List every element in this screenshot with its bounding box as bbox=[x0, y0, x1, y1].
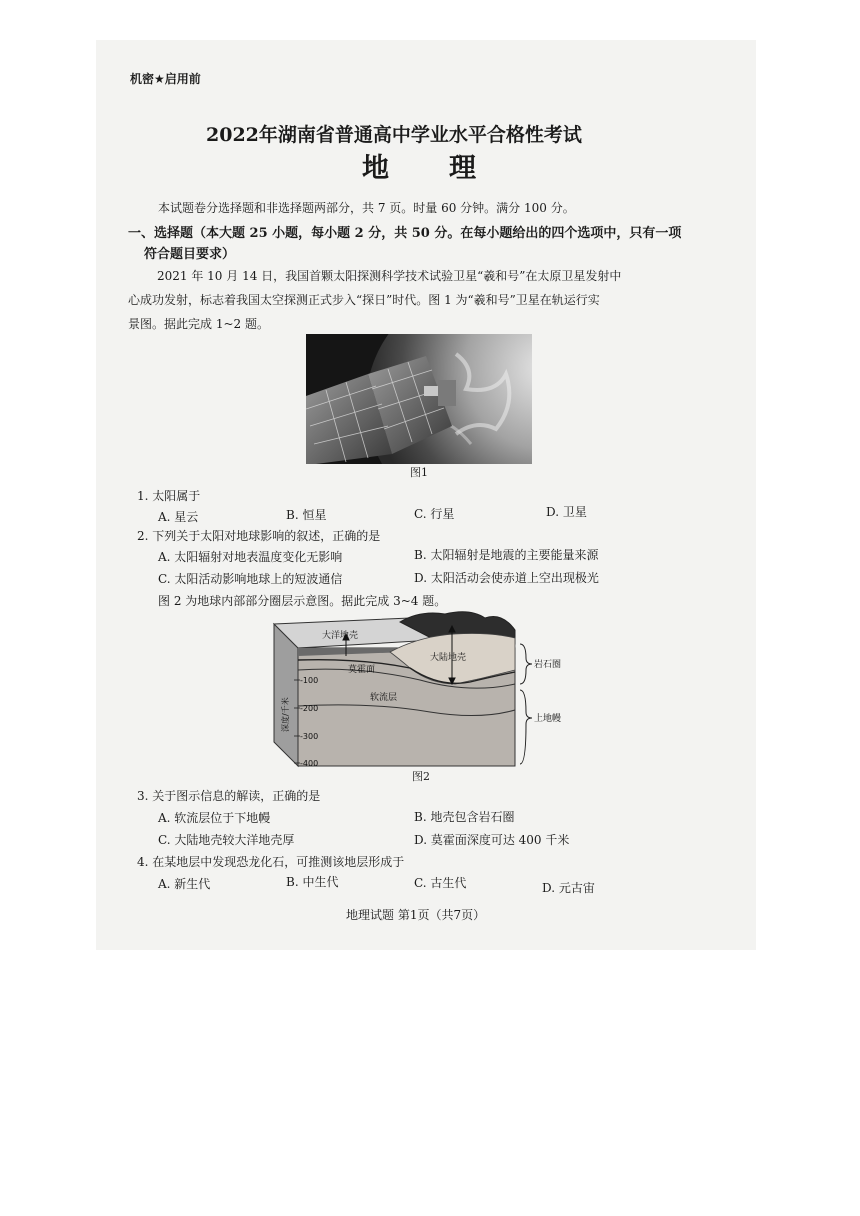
q1-option-c: C. 行星 bbox=[414, 507, 455, 521]
q1-option-d: D. 卫星 bbox=[546, 505, 587, 519]
tick-100: -100 bbox=[300, 676, 319, 685]
tick-300: -300 bbox=[300, 732, 319, 741]
q3-option-a: A. 软流层位于下地幔 bbox=[158, 811, 271, 825]
q2-stem: 2. 下列关于太阳对地球影响的叙述，正确的是 bbox=[137, 529, 381, 543]
q4-stem: 4. 在某地层中发现恐龙化石，可推测该地层形成于 bbox=[137, 855, 405, 869]
q4-option-d: D. 元古宙 bbox=[542, 881, 595, 895]
satellite-photo bbox=[306, 334, 532, 464]
label-asthenosphere: 软流层 bbox=[370, 693, 398, 703]
q2-option-d: D. 太阳活动会使赤道上空出现极光 bbox=[414, 571, 599, 585]
q1-option-a: A. 星云 bbox=[158, 510, 199, 524]
depth-axis-label: 深度/千米 bbox=[281, 697, 290, 732]
instructions: 本试题卷分选择题和非选择题两部分，共 7 页。时量 60 分钟。满分 100 分。 bbox=[158, 201, 575, 215]
q3-stem: 3. 关于图示信息的解读，正确的是 bbox=[137, 789, 321, 803]
passage1-line3: 景图。据此完成 1~2 题。 bbox=[128, 317, 269, 331]
passage1-line1: 2021 年 10 月 14 日，我国首颗太阳探测科学技术试验卫星“羲和号”在太原卫星发射中 bbox=[157, 269, 622, 283]
figure1-caption: 图1 bbox=[410, 466, 428, 479]
q2-option-b: B. 太阳辐射是地震的主要能量来源 bbox=[414, 548, 599, 562]
q3-option-c: C. 大陆地壳较大洋地壳厚 bbox=[158, 833, 295, 847]
q4-option-c: C. 古生代 bbox=[414, 876, 467, 890]
q4-option-a: A. 新生代 bbox=[158, 877, 211, 891]
passage1-line2: 心成功发射，标志着我国太空探测正式步入“探日”时代。图 1 为“羲和号”卫星在轨运行实 bbox=[128, 293, 600, 307]
label-upper-mantle: 上地幔 bbox=[534, 714, 562, 724]
q2-option-a: A. 太阳辐射对地表温度变化无影响 bbox=[158, 550, 343, 564]
subject-title: 地 理 bbox=[362, 153, 478, 184]
q2-option-c: C. 太阳活动影响地球上的短波通信 bbox=[158, 572, 343, 586]
page-footer: 地理试题 第1页（共7页） bbox=[346, 908, 486, 922]
tick-200: -200 bbox=[300, 704, 319, 713]
figure2-caption: 图2 bbox=[412, 770, 430, 783]
q3-option-b: B. 地壳包含岩石圈 bbox=[414, 810, 515, 824]
exam-title: 2022年湖南省普通高中学业水平合格性考试 bbox=[206, 124, 582, 146]
q3-option-d: D. 莫霍面深度可达 400 千米 bbox=[414, 833, 570, 847]
section-title-line1: 一、选择题（本大题 25 小题，每小题 2 分，共 50 分。在每小题给出的四个选项中，只有一项 bbox=[128, 226, 682, 241]
passage2-line1: 图 2 为地球内部部分圈层示意图。据此完成 3~4 题。 bbox=[158, 594, 447, 608]
label-continent-crust: 大陆地壳 bbox=[430, 653, 467, 663]
confidential-label: 机密★启用前 bbox=[130, 72, 201, 86]
earth-layers-diagram bbox=[270, 608, 590, 768]
q4-option-b: B. 中生代 bbox=[286, 875, 339, 889]
label-ocean-crust: 大洋地壳 bbox=[322, 631, 359, 641]
label-moho: 莫霍面 bbox=[348, 665, 376, 675]
q1-option-b: B. 恒星 bbox=[286, 508, 327, 522]
q1-stem: 1. 太阳属于 bbox=[137, 489, 201, 503]
section-title-line2: 符合题目要求） bbox=[144, 247, 236, 262]
label-lithosphere: 岩石圈 bbox=[534, 660, 562, 670]
tick-400: -400 bbox=[300, 759, 319, 768]
